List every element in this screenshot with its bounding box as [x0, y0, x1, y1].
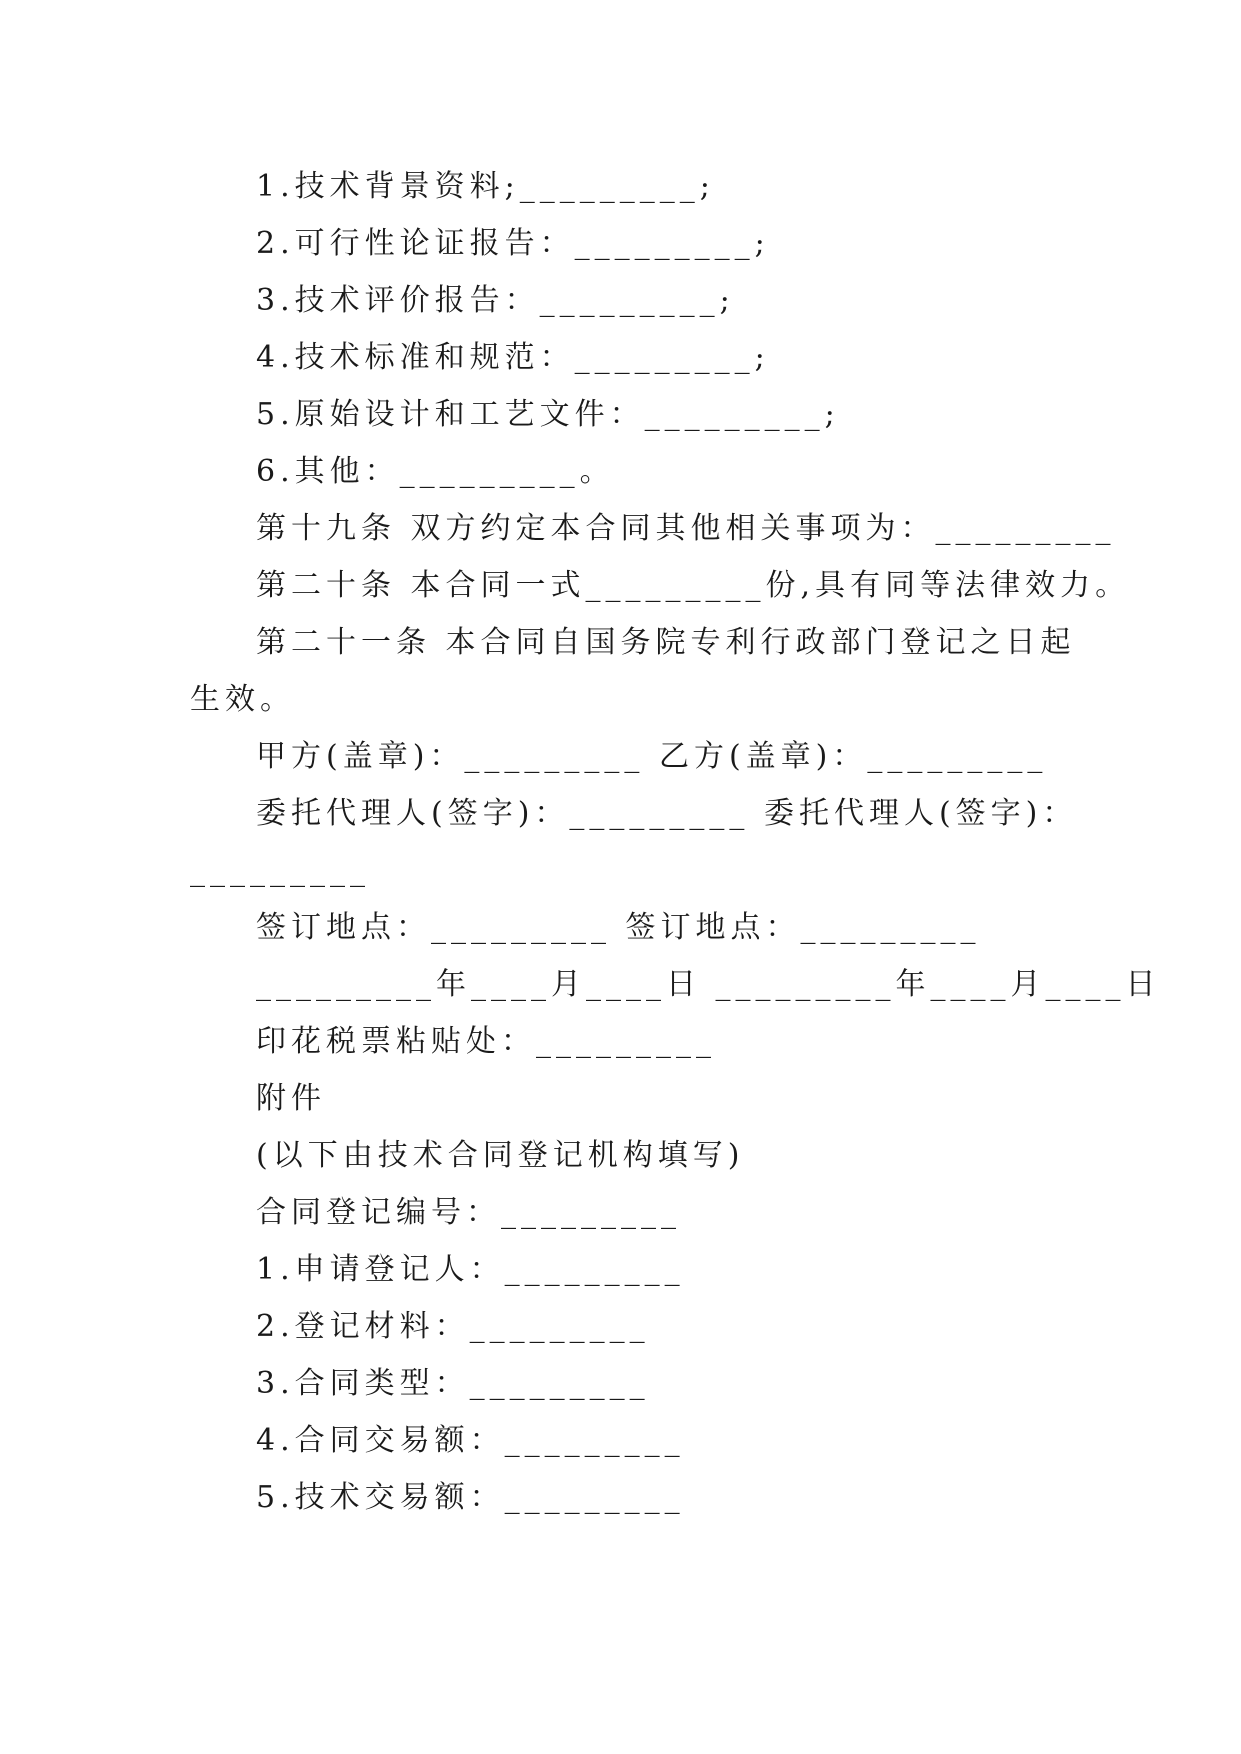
article-21: 第二十一条 本合同自国务院专利行政部门登记之日起	[256, 625, 1076, 660]
item-standards: 4.技术标准和规范：_________;	[256, 340, 770, 375]
stamp-tax-area: 印花税票粘贴处：_________	[256, 1024, 716, 1059]
contract-type: 3.合同类型：_________	[256, 1366, 650, 1401]
agent-signatures: 委托代理人(签字)：_________ 委托代理人(签字)：	[256, 796, 1078, 831]
registration-applicant: 1.申请登记人：_________	[256, 1252, 685, 1287]
item-original-design: 5.原始设计和工艺文件：_________;	[256, 397, 840, 432]
article-20: 第二十条 本合同一式_________份,具有同等法律效力。	[256, 568, 1131, 603]
registration-number: 合同登记编号：_________	[256, 1195, 681, 1230]
attachment-note: (以下由技术合同登记机构填写)	[256, 1138, 745, 1173]
contract-amount: 4.合同交易额：_________	[256, 1423, 685, 1458]
party-seals: 甲方(盖章)：_________ 乙方(盖章)：_________	[256, 739, 1048, 774]
attachment-heading: 附件	[256, 1081, 326, 1116]
item-feasibility-report: 2.可行性论证报告：_________;	[256, 226, 770, 261]
registration-materials: 2.登记材料：_________	[256, 1309, 650, 1344]
technology-amount: 5.技术交易额：_________	[256, 1480, 685, 1515]
item-other: 6.其他：_________。	[256, 454, 615, 489]
signing-places: 签订地点：_________ 签订地点：_________	[256, 910, 981, 945]
item-technical-background: 1.技术背景资料;_________;	[256, 169, 715, 204]
article-21-continued: 生效。	[190, 682, 295, 717]
item-evaluation-report: 3.技术评价报告：_________;	[256, 283, 735, 318]
article-19: 第十九条 双方约定本合同其他相关事项为：_________	[256, 511, 1116, 546]
signing-dates: _________年____月____日 _________年____月____日	[256, 967, 1161, 1002]
agent-signature-blank: _________	[190, 853, 370, 888]
